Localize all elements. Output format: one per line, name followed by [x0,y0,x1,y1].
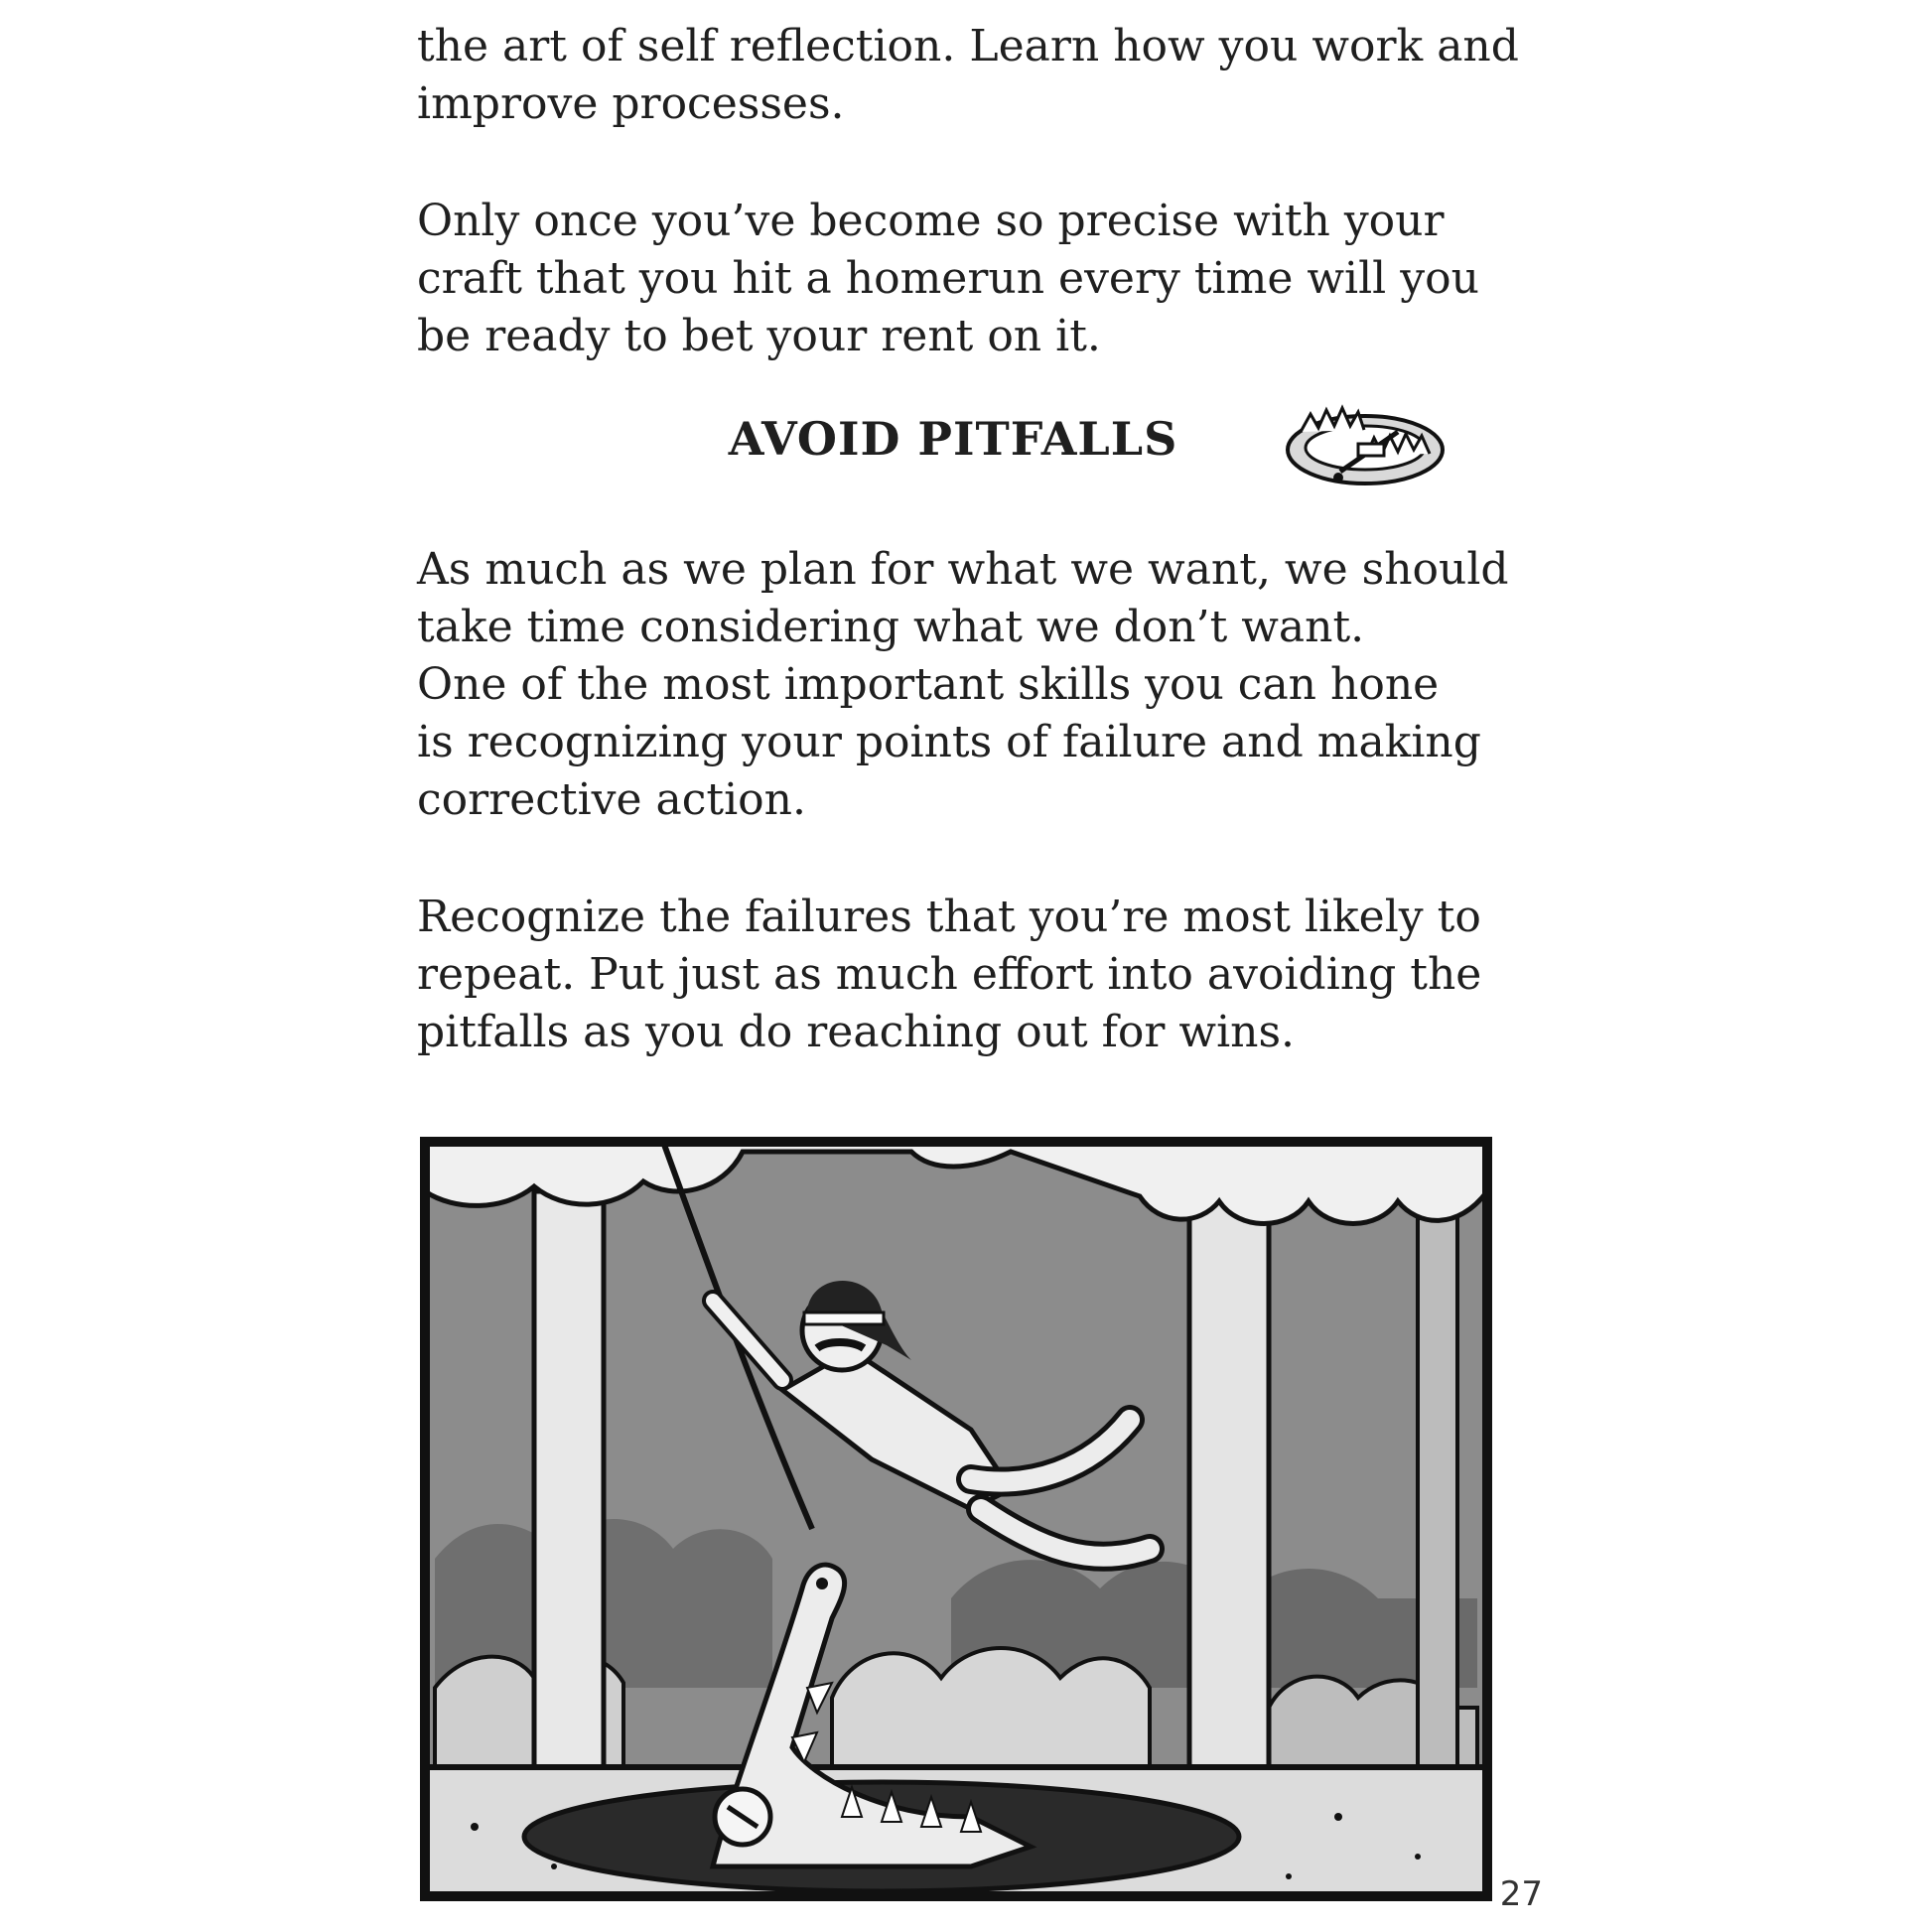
paragraph-avoid-pitfalls [417,541,1509,829]
text-line: Recognize the failures that you’re most likely to [417,892,1481,942]
paragraph-homerun [417,193,1509,365]
text-line: As much as we plan for what we want, we should [417,544,1509,595]
text-line: improve processes. [417,78,845,129]
text-line: Only once you’ve become so precise with your [417,196,1445,246]
page-number: 27 [1499,1874,1543,1914]
section-heading: AVOID PITFALLS [728,412,1178,466]
text-line: craft that you hit a homerun every time will you [417,253,1479,304]
text-line: One of the most important skills you can hone [417,659,1440,710]
paragraph-self-reflection [417,18,1519,133]
text-line: be ready to bet your rent on it. [417,311,1101,361]
bear-trap-icon [1281,392,1449,491]
text-line: corrective action. [417,774,806,825]
jungle-swing-crocodile-illustration [415,1132,1507,1906]
paragraph-recognize-failures [417,889,1509,1061]
text-line: the art of self reflection. Learn how you work and [417,21,1519,71]
text-line: pitfalls as you do reaching out for wins. [417,1007,1296,1057]
text-line: repeat. Put just as much effort into avoiding the [417,949,1482,1000]
text-line: take time considering what we don’t want. [417,602,1365,652]
text-line: is recognizing your points of failure and making [417,717,1481,767]
